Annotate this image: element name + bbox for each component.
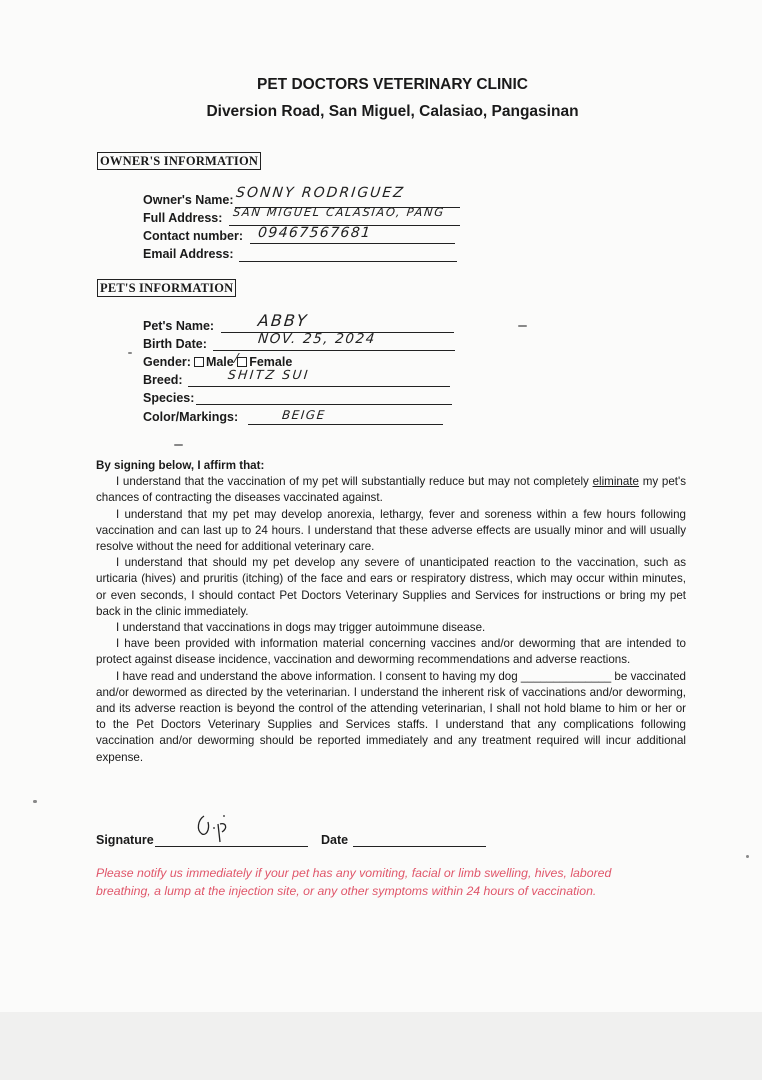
pet-name-label: Pet's Name: [143,319,215,333]
affirmation-paragraph-5: I have been provided with information material concerning vaccines and/or deworming that are intended to protect against disease incidence, vaccination and deworming recommendations and adverse reactions. [96,637,686,667]
notice-text: Please notify us immediately if your pet has any vomiting, facial or limb swelling, hives, labored breathing, a lump at the injection site, or any other symptoms within 24 hours of vaccination. [96,866,612,898]
signature-mark[interactable] [190,812,240,848]
affirmation-text [96,458,686,766]
contact-number-label: Contact number: [143,229,243,243]
breed-field[interactable]: SHITZ SUI [227,367,311,382]
scan-speck [128,352,132,354]
color-markings-field[interactable]: BEIGE [281,408,327,422]
birth-date-field[interactable]: NOV. 25, 2024 [257,331,377,347]
p1-text-end: my pet's chances of contracting the diseases vaccinated against. [96,475,686,505]
clinic-address: Diversion Road, San Miguel, Calasiao, Pangasinan [206,103,579,120]
dog-name-blank[interactable]: ______________ [520,669,612,683]
pet-section-heading: PET'S INFORMATION [97,279,236,297]
scan-margin [0,1012,762,1080]
color-markings-label: Color/Markings: [143,410,239,424]
breed-label: Breed: [143,373,183,387]
pet-name-field[interactable]: ABBY [257,311,310,330]
female-option-label: Female [249,355,293,369]
full-address-label: Full Address: [143,211,223,225]
affirmation-paragraph-4: I understand that vaccinations in dogs may trigger autoimmune disease. [116,621,486,635]
birth-date-line [213,350,455,351]
p6-text: I have read and understand the above information. I consent to having my dog [116,669,521,683]
scan-speck [746,855,749,858]
date-line [353,846,486,847]
email-line [239,261,457,262]
breed-line [188,386,450,387]
full-address-field[interactable]: SAN MIGUEL CALASIAO, PANG [232,205,446,219]
gender-label: Gender: [143,355,191,369]
owner-name-field[interactable]: SONNY RODRIGUEZ [235,185,406,201]
affirmation-paragraph-2: I understand that my pet may develop anorexia, lethargy, fever and soreness within a few hours following vaccination and can last up to 24 hours. I understand that these adverse effects are usually minor and will usually resolve without the need for additional veterinary care. [96,507,686,554]
contact-number-field[interactable]: 09467567681 [257,225,373,241]
owner-name-label: Owner's Name: [143,193,234,207]
email-label: Email Address: [143,247,234,261]
contact-number-line [250,243,455,244]
p1-text: I understand that the vaccination of my pet will substantially reduce but may not completely [116,475,593,489]
signature-label: Signature [96,833,154,847]
scan-speck [518,325,527,327]
p1-underlined-word: eliminate [592,475,639,489]
male-checkbox[interactable] [194,357,204,367]
affirmation-paragraph-3: I understand that should my pet develop any severe of unanticipated reaction to the vaccination, such as urticaria (hives) and pruritis (itching) of the face and ears or respiratory distress, which may occur within minutes, or even seconds, I should contact Pet Doctors Veterinary Supplies and Services for instructions or bring my pet back in the clinic immediately. [96,556,686,618]
p6-text-end: be vaccinated and/or dewormed as directed by the veterinarian. I understand the inherent risk of vaccinations and/or deworming, and its adverse reaction is beyond the control of the attending veterinarian, I shall not hold blame to him or her or to the Pet Doctors Veterinary Supplies and Services staffs. I understand that any complications following vaccination and/or deworming should be reported immediately and any treatment required will incur additional expense. [96,669,686,764]
female-checkbox[interactable] [237,357,247,367]
affirmation-paragraph-1 [96,474,686,506]
affirmation-intro: By signing below, I affirm that: [96,459,265,472]
check-mark-icon: ⁄ [235,352,238,367]
affirmation-paragraph-6 [96,669,686,766]
birth-date-label: Birth Date: [143,337,207,351]
color-markings-line [248,424,443,425]
scan-speck [174,444,183,446]
species-line [196,404,452,405]
male-option-label: Male [205,355,234,369]
date-label: Date [321,833,349,847]
owner-section-heading: OWNER'S INFORMATION [97,152,261,170]
clinic-name: PET DOCTORS VETERINARY CLINIC [257,76,528,93]
scan-speck [33,800,37,803]
species-label: Species: [143,391,195,405]
